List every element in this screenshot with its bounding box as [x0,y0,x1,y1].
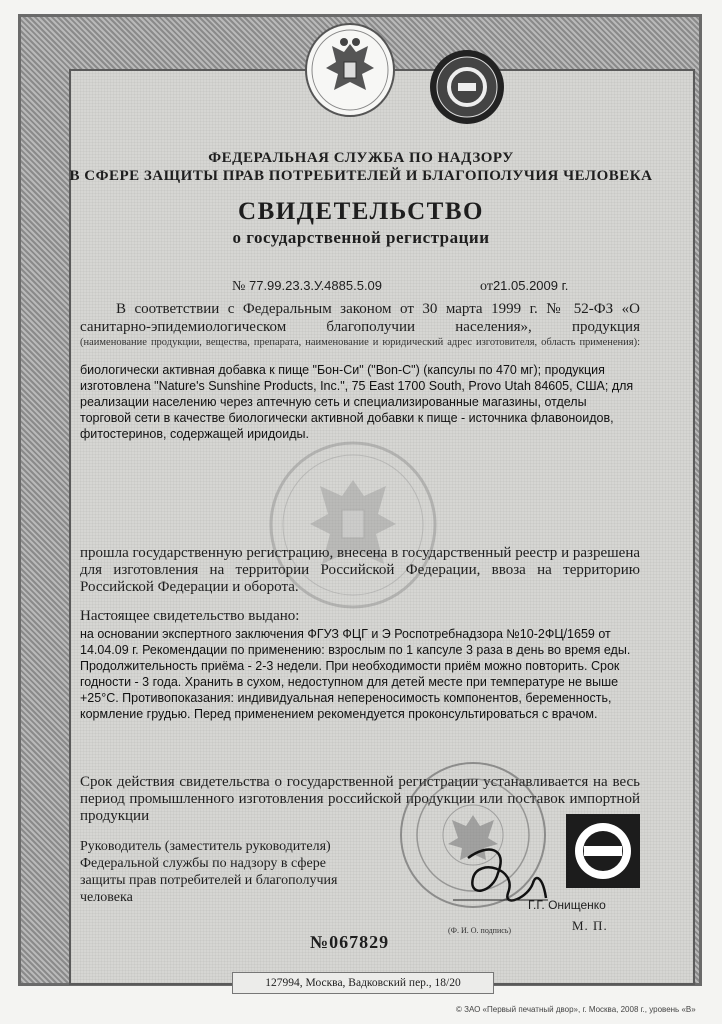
signatory-line2: Федеральной службы по надзору в сфере [80,856,326,871]
agency-address: 127994, Москва, Вадковский пер., 18/20 [232,972,494,994]
agency-name-line2: В СФЕРЕ ЗАЩИТЫ ПРАВ ПОТРЕБИТЕЛЕЙ И БЛАГОПОЛУЧИЯ ЧЕЛОВЕКА [69,168,653,184]
validity-paragraph: Срок действия свидетельства о государственной регистрации устанавливается на весь период промышленного изготовления российской продукции или поставок импортной продукции [80,774,640,824]
signatory-line4: человека [80,890,133,905]
date-value: 21.05.2009 г. [492,278,569,293]
stamp-place-label: М. П. [572,918,608,933]
issued-details: на основании экспертного заключения ФГУЗ ФЦГ и Э Роспотребнадзора №10-2ФЦ/1659 от 14.04.09 г. Рекомендации по применению: взрослым по 1 капсуле 3 раза в день во время еды. Продолжительность приёма - 2-3 недели. При необходимости приём можно повторить. Срок годности - 3 года. Хранить в сухом, недоступном для детей месте при температуре не выше +25°С. Противопоказания: индивидуальная непереносимость компонентов, беременность, кормление грудью. Перед применением рекомендуется проконсультироваться с врачом. [80,627,631,721]
issued-label: Настоящее свидетельство выдано: [80,608,300,624]
signatory-line3: защиты прав потребителей и благополучия [80,873,338,888]
printer-credit: © ЗАО «Первый печатный двор», г. Москва, 2008 г., уровень «В» [456,1005,696,1014]
intro-note: (наименование продукции, вещества, препарата, наименование и юридический адрес изготовителя, область применения): [80,337,640,348]
signature-caption: (Ф. И. О. подпись) [448,926,512,935]
registration-date [480,278,568,295]
signatory-title [80,838,370,906]
document-subtitle: о государственной регистрации [232,228,490,247]
document-title: СВИДЕТЕЛЬСТВО [238,198,484,225]
registration-number [232,278,382,295]
agency-name-line1: ФЕДЕРАЛЬНАЯ СЛУЖБА ПО НАДЗОРУ [208,150,514,166]
certification-seal-icon [428,48,506,126]
certification-logo-icon [564,812,642,890]
serial-number: №067829 [310,932,390,952]
intro-paragraph: В соответствии с Федеральным законом от 30 марта 1999 г. № 52-ФЗ «О санитарно-эпидемиологическом благополучии населения», продукция [80,301,640,335]
signatory-name: Г.Г. Онищенко [528,898,606,912]
coat-of-arms-emblem [304,22,396,118]
signatory-line1: Руководитель (заместитель руководителя) [80,839,331,854]
number-value: 77.99.23.3.У.4885.5.09 [248,278,383,293]
registration-paragraph: прошла государственную регистрацию, внесена в государственный реестр и разрешена для изготовления на территории Российской Федерации, ввоза на территорию Российской Федерации и оборота. [80,545,640,595]
product-description: биологически активная добавка к пище "Бон-Си" ("Bon-C") (капсулы по 470 мг); продукция изготовлена "Nature's Sunshine Products, Inc.", 75 East 1700 South, Provo Utah 84605, США; для реализации населению через аптечную сеть и специализированные магазины, отделы торговой сети в качестве биологически активной добавки к пище - источника флавоноидов, фитостеринов, содержащей иридоиды. [80,363,634,441]
date-prefix: от [480,279,493,294]
number-prefix: № [232,279,246,294]
